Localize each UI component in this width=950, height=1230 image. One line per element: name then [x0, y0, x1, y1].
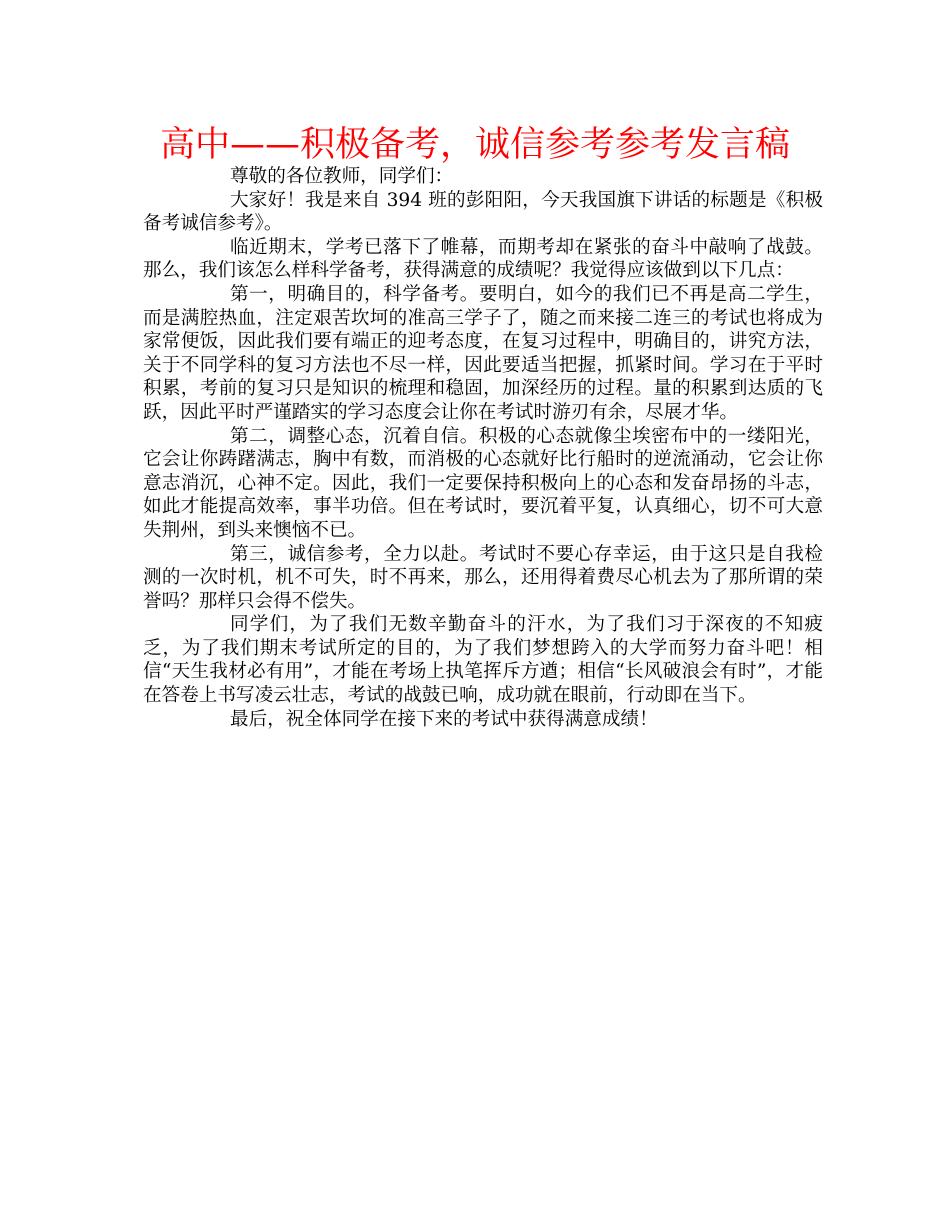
- paragraph-point-one: 第一，明确目的，科学备考。要明白，如今的我们已不再是高二学生，而是满腔热血，注定艰苦坎坷的准高三学子了，随之而来接二连三的考试也将成为家常便饭，因此我们要有端正的迎考态度，在复习过程中，明确目的，讲究方法，关于不同学科的复习方法也不尽一样，因此要适当把握，抓紧时间。学习在于平时积累，考前的复习只是知识的梳理和稳固，加深经历的过程。量的积累到达质的飞跃，因此平时严谨踏实的学习态度会让你在考试时游刃有余，尽展才华。: [143, 283, 823, 423]
- paragraph-point-three: 第三，诚信参考，全力以赴。考试时不要心存幸运，由于这只是自我检测的一次时机，机不可失，时不再来，那么，还用得着费尽心机去为了那所谓的荣誉吗？那样只会得不偿失。: [143, 543, 823, 612]
- paragraph-point-two: 第二，调整心态，沉着自信。积极的心态就像尘埃密布中的一缕阳光，它会让你踌躇满志，胸中有数，而消极的心态就好比行船时的逆流涌动，它会让你意志消沉，心神不定。因此，我们一定要保持积极向上的心态和发奋昂扬的斗志，如此才能提高效率，事半功倍。但在考试时，要沉着平复，认真细心，切不可大意失荆州，到头来懊恼不已。: [143, 425, 823, 541]
- paragraph-salutation: 尊敬的各位教师，同学们：: [230, 166, 454, 187]
- paragraph-closing: 最后，祝全体同学在接下来的考试中获得满意成绩！: [230, 708, 658, 730]
- document-title: 高中——积极备考，诚信参考参考发言稿: [159, 125, 790, 165]
- document-body: [143, 165, 823, 731]
- paragraph-greeting: 大家好！我是来自 394 班的彭阳阳，今天我国旗下讲话的标题是《积极备考诚信参考》。: [143, 189, 823, 235]
- paragraph-appeal: 同学们，为了我们无数辛勤奋斗的汗水，为了我们习于深夜的不知疲乏，为了我们期末考试所定的目的，为了我们梦想跨入的大学而努力奋斗吧！相信“天生我材必有用”，才能在考场上执笔挥斥方遒；相信“长风破浪会有时”，才能在答卷上书写凌云壮志，考试的战鼓已响，成功就在眼前，行动即在当下。: [143, 614, 823, 707]
- paragraph-intro: 临近期末，学考已落下了帷幕，而期考却在紧张的奋斗中敲响了战鼓。那么，我们该怎么样科学备考，获得满意的成绩呢？我觉得应该做到以下几点：: [143, 236, 823, 282]
